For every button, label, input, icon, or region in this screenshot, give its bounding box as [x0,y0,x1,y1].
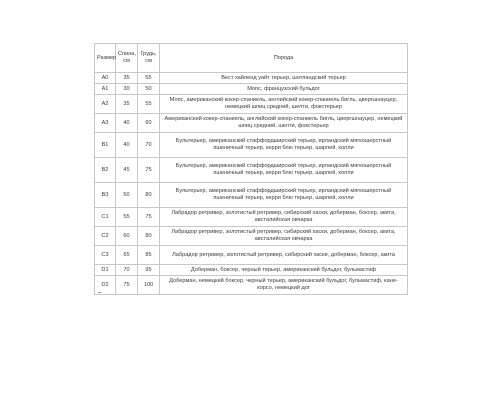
cell-size: D2 [95,276,116,295]
header-row [95,44,408,73]
cell-breed: Доберман, боксер, черный терьер, американский бульдог, бульмастиф [160,265,408,276]
cell-breed: Бультерьер, американский стаффордширский терьер, ирландский мягкошерстный пшеничный терьер, керри блю терьер, шарпей, колли [160,133,408,158]
table-row [95,95,408,114]
cell-breed: Лабрадор ретривер, золотистый ретривер, сибирский хаски, доберман, боксер, акита [160,246,408,265]
cell-breed: Лабрадор ретривер, золотистый ретривер, сибирский хаски, доберман, боксер, акита, австалийская овчарка [160,227,408,246]
table-row [95,73,408,84]
table-row [95,265,408,276]
cell-back: 60 [116,227,138,246]
table-row [95,276,408,295]
cell-breed: Вест хайленд уайт терьер, шотландский терьер [160,73,408,84]
cell-back: 30 [116,84,138,95]
divider-dash [98,292,101,293]
table-row [95,183,408,208]
cell-chest: 85 [138,246,160,265]
cell-size: A0 [95,73,116,84]
cell-back: 45 [116,158,138,183]
table-row [95,246,408,265]
table-row [95,84,408,95]
size-table [94,43,408,295]
cell-back: 55 [116,208,138,227]
cell-back: 65 [116,246,138,265]
table-row [95,208,408,227]
cell-back: 50 [116,183,138,208]
cell-chest: 70 [138,133,160,158]
cell-breed: Лабрадор ретривер, золотистый ретривер, сибирский хаски, доберман, боксер, акита, австалийская овчарка [160,208,408,227]
cell-chest: 100 [138,276,160,295]
cell-breed: Доберман, немецкий боксер, черный терьер, американский бульдог, бульмастиф, кане-корсо, немецкий дог [160,276,408,295]
table-row [95,114,408,133]
table-row [95,133,408,158]
header-breed: Порода [160,44,408,73]
cell-chest: 95 [138,265,160,276]
cell-size: B3 [95,183,116,208]
cell-chest: 55 [138,73,160,84]
cell-size: B1 [95,133,116,158]
cell-size: C3 [95,246,116,265]
header-size: Размер [95,44,116,73]
cell-chest: 55 [138,95,160,114]
cell-chest: 80 [138,183,160,208]
cell-breed: Бультерьер, американский стаффордширский терьер, ирландский мягкошерстный пшеничный терьер, керри блю терьер, шарпей, колли [160,158,408,183]
cell-chest: 50 [138,84,160,95]
cell-back: 70 [116,265,138,276]
header-chest: Грудь, см [138,44,160,73]
cell-size: C1 [95,208,116,227]
cell-chest: 60 [138,114,160,133]
cell-breed: Мопс, французский бульдог [160,84,408,95]
cell-chest: 80 [138,227,160,246]
cell-size: A1 [95,84,116,95]
cell-back: 75 [116,276,138,295]
table-row [95,158,408,183]
cell-back: 35 [116,95,138,114]
cell-size: A2 [95,95,116,114]
cell-breed: Американский кокер-спаниель, английский кокер-спаниель бигль, цвергшнауцер, немецкий шпиц средний, шелти, фокстерьер [160,114,408,133]
cell-chest: 75 [138,208,160,227]
table-row [95,227,408,246]
cell-breed: Мопс, американский кокер-спаниель, английский кокер-спаниель бигль, цвергшнауцер, немецкий шпиц средний, шелти, фокстерьер [160,95,408,114]
cell-chest: 75 [138,158,160,183]
cell-size: B2 [95,158,116,183]
header-back: Спина, см [116,44,138,73]
cell-breed: Бультерьер, американский стаффордширский терьер, ирландский мягкошерстный пшеничный терьер, керри блю терьер, шарпей, колли [160,183,408,208]
cell-size: A3 [95,114,116,133]
cell-back: 35 [116,73,138,84]
cell-size: C2 [95,227,116,246]
cell-back: 40 [116,114,138,133]
cell-size: D1 [95,265,116,276]
cell-back: 40 [116,133,138,158]
